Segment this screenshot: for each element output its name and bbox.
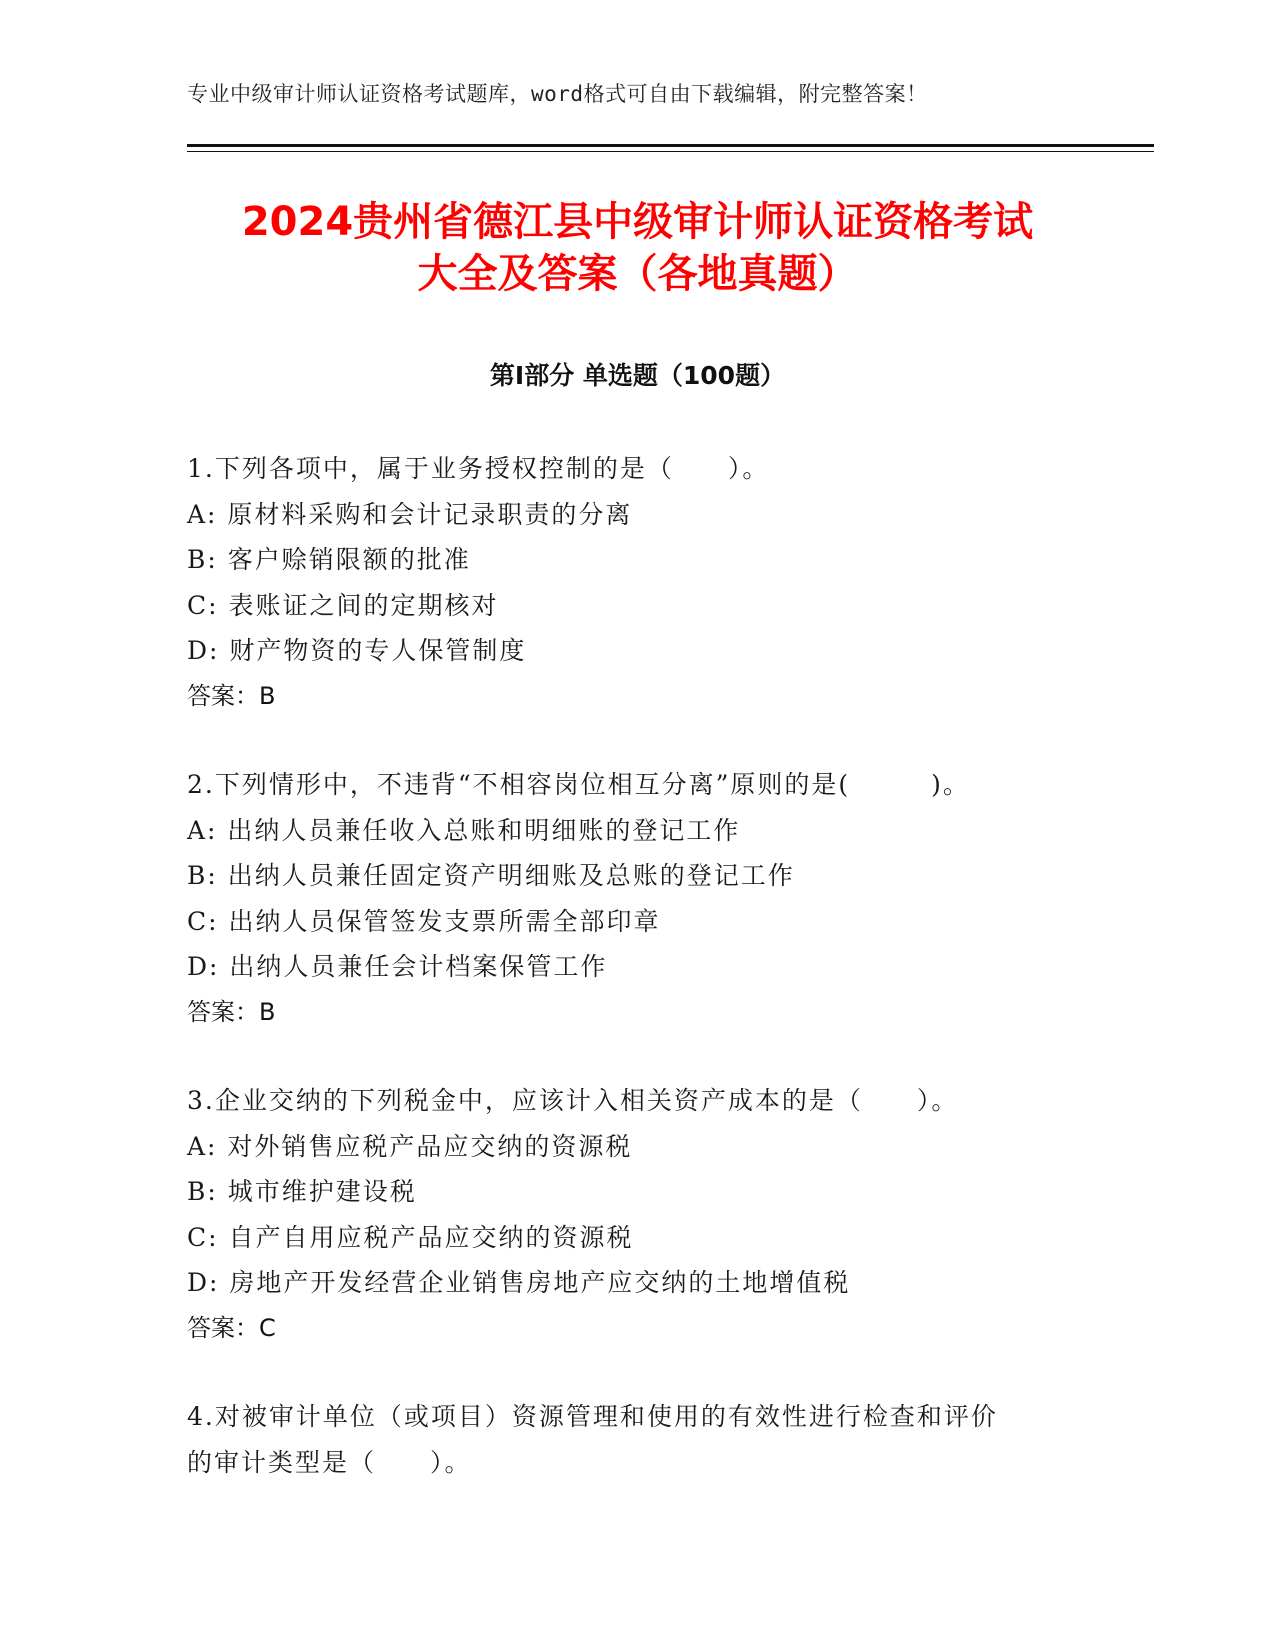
question-list (187, 446, 1087, 1528)
question-stem: 3.企业交纳的下列税金中，应该计入相关资产成本的是（ ）。 (187, 1086, 959, 1115)
answer: 答案：B (187, 997, 276, 1026)
document-title-line-1: 2024贵州省德江县中级审计师认证资格考试 (241, 199, 1034, 245)
question-3 (187, 1078, 1087, 1351)
option-d: D: 出纳人员兼任会计档案保管工作 (187, 952, 608, 981)
question-4 (187, 1394, 1087, 1485)
question-stem: 1.下列各项中，属于业务授权控制的是（ ）。 (187, 454, 770, 483)
option-c: C: 表账证之间的定期核对 (187, 590, 499, 620)
section-heading: 第Ⅰ部分 单选题（100题） (489, 361, 786, 390)
option-a: A: 原材料采购和会计记录职责的分离 (187, 499, 633, 529)
question-stem: 2.下列情形中，不违背“不相容岗位相互分离”原则的是( )。 (187, 770, 970, 799)
page-header-text: 专业中级审计师认证资格考试题库，word格式可自由下载编辑，附完整答案！ (187, 82, 928, 106)
option-b: B: 城市维护建设税 (187, 1177, 417, 1206)
option-d: D: 财产物资的专人保管制度 (187, 636, 527, 665)
option-c: C: 出纳人员保管签发支票所需全部印章 (187, 906, 661, 936)
option-a: A: 对外销售应税产品应交纳的资源税 (187, 1131, 633, 1161)
header-rule-thin (187, 151, 1154, 152)
question-2 (187, 762, 1087, 1035)
option-d: D: 房地产开发经营企业销售房地产应交纳的土地增值税 (187, 1268, 851, 1297)
question-stem-line-2: 的审计类型是（ ）。 (187, 1447, 472, 1477)
question-1 (187, 446, 1087, 719)
header-rule-thick (187, 144, 1154, 147)
document-title (150, 196, 1125, 300)
answer: 答案：C (187, 1313, 276, 1342)
option-a: A: 出纳人员兼任收入总账和明细账的登记工作 (187, 815, 741, 845)
question-stem-line-1: 4.对被审计单位（或项目）资源管理和使用的有效性进行检查和评价 (187, 1402, 998, 1431)
option-c: C: 自产自用应税产品应交纳的资源税 (187, 1222, 634, 1252)
answer: 答案：B (187, 681, 276, 710)
option-b: B: 客户赊销限额的批准 (187, 545, 471, 574)
document-title-line-2: 大全及答案（各地真题） (417, 251, 858, 297)
option-b: B: 出纳人员兼任固定资产明细账及总账的登记工作 (187, 861, 795, 890)
